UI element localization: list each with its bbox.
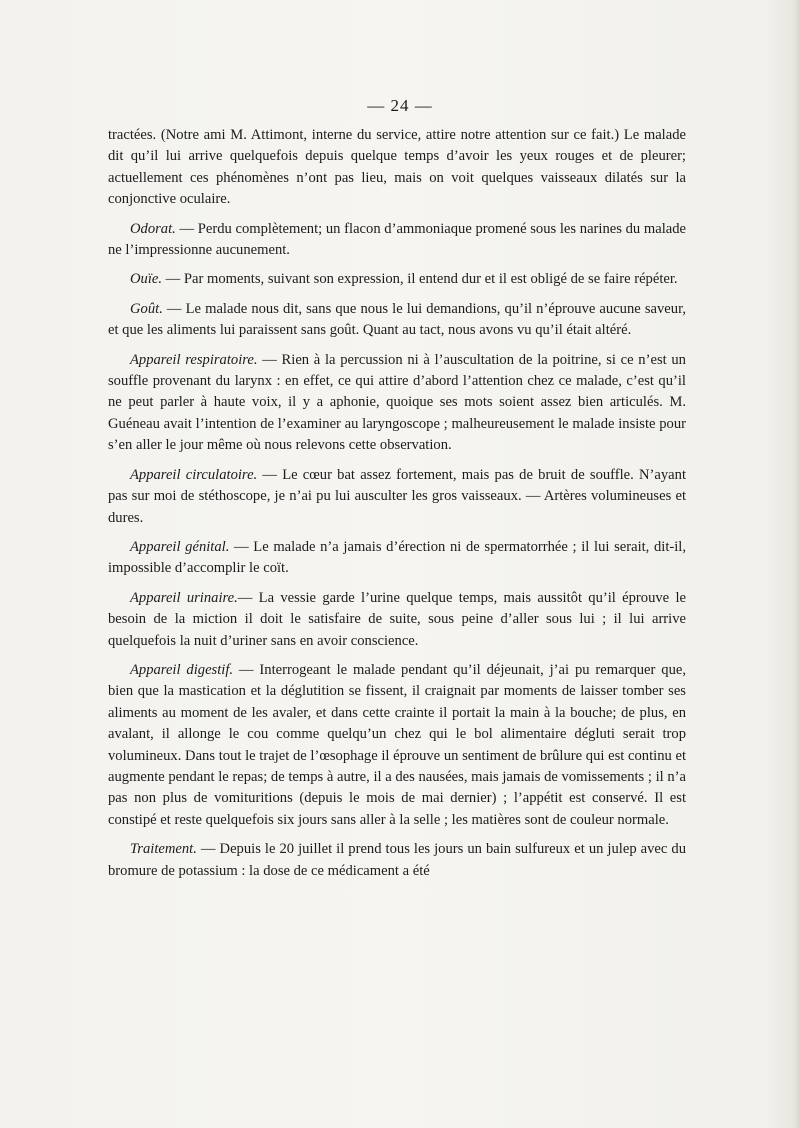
paragraph-gout <box>108 299 686 342</box>
paragraph-intro <box>108 125 686 211</box>
paragraph-text: — Le malade n’a jamais d’érection ni de spermatorrhée ; il lui serait, dit-il, impossible d’accomplir le coït. <box>108 538 687 577</box>
section-heading-digestif: Appareil digestif. <box>130 661 234 678</box>
paragraph-text: — Perdu complètement; un flacon d’ammoniaque promené sous les narines du malade ne l’impressionne aucunement. <box>108 220 686 259</box>
paragraph-text: — Le cœur bat assez fortement, mais pas de bruit de souffle. N’ayant pas sur moi de stéthoscope, je n’ai pu lui ausculter les gros vaisseaux. — Artères volumineuses et dures. <box>108 466 686 526</box>
section-heading-ouie: Ouïe. <box>130 271 163 288</box>
page-edge <box>794 0 800 1128</box>
paragraph-digestif <box>108 660 686 831</box>
section-heading-traitement: Traitement. <box>130 841 197 858</box>
paragraph-text: — Depuis le 20 juillet il prend tous les jours un bain sulfureux et un julep avec du bromure de potassium : la dose de ce médicament a été <box>108 841 686 879</box>
section-heading-circulatoire: Appareil circulatoire. <box>130 466 258 483</box>
paragraph-urinaire <box>108 588 686 652</box>
paragraph-text: — Rien à la percussion ni à l’auscultation de la poitrine, si ce n’est un souffle provenant du larynx : en effet, ce qui attire d’abord l’attention chez ce malade, c’est qu’il ne peut parler à haute voix, il y a aphonie, quoique ses mots soient assez bien articulés. M. Guéneau avait l’intention de l’examiner au laryngoscope ; malheureusement le malade insiste pour s’en aller le jour même où nous relevons cette observation. <box>108 351 686 454</box>
paragraph-text: — Interrogeant le malade pendant qu’il déjeunait, j’ai pu remarquer que, bien que la mastication et la déglutition se fissent, il craignait par moments de laisser tomber ses aliments au moment de les avaler, et dans cette crainte il portait la main à la bouche; de plus, en avalant, il allonge le cou comme quelqu’un chez qui le bol alimentaire dégluti serait trop volumineux. Dans tout le trajet de l’œsophage il éprouve un sentiment de brûlure qui est continu et augmente pendant le repas; de temps à autre, il a des nausées, mais jamais de vomissements ; il n’a pas non plus de vomituritions (depuis le mois de mai dernier) ; l’appétit est conservé. Il est constipé et reste quelquefois six jours sans aller à la selle ; les matières sont de couleur normale. <box>108 661 686 828</box>
paragraph-text: — Par moments, suivant son expression, il entend dur et il est obligé de se faire répéter. <box>162 271 678 288</box>
paragraph-genital <box>108 537 686 580</box>
paragraph-ouie <box>108 269 686 290</box>
paragraph-traitement <box>108 839 686 882</box>
section-heading-gout: Goût. <box>130 300 163 317</box>
section-heading-urinaire: Appareil urinaire. <box>130 589 238 606</box>
section-heading-genital: Appareil génital. <box>130 538 230 555</box>
paragraph-circulatoire <box>108 465 686 529</box>
page-number: — 24 — <box>367 96 433 115</box>
paragraph-text: — La vessie garde l’urine quelque temps, mais aussitôt qu’il éprouve le besoin de la miction il doit le satisfaire de suite, sous peine d’aller sous lui ; il lui arrive quelquefois la nuit d’uriner sans en avoir conscience. <box>108 589 686 649</box>
section-heading-respiratoire: Appareil respiratoire. <box>130 351 258 368</box>
paragraph-text: — Le malade nous dit, sans que nous le lui demandions, qu’il n’éprouve aucune saveur, et que les aliments lui paraissent sans goût. Quant au tact, nous avons vu qu’il était altéré. <box>108 300 686 339</box>
section-heading-odorat: Odorat. <box>130 220 176 237</box>
paragraph-text: tractées. (Notre ami M. Attimont, interne du service, attire notre attention sur ce fait.) Le malade dit qu’il lui arrive quelquefois depuis quelque temps d’avoir les yeux rouges et de pleurer; actuellement ces phénomènes n’ont pas lieu, mais on voit quelques vaisseaux dilatés sur la conjonctive oculaire. <box>108 127 686 208</box>
paragraph-odorat <box>108 219 686 262</box>
page-body <box>108 125 686 890</box>
paragraph-respiratoire <box>108 350 686 457</box>
